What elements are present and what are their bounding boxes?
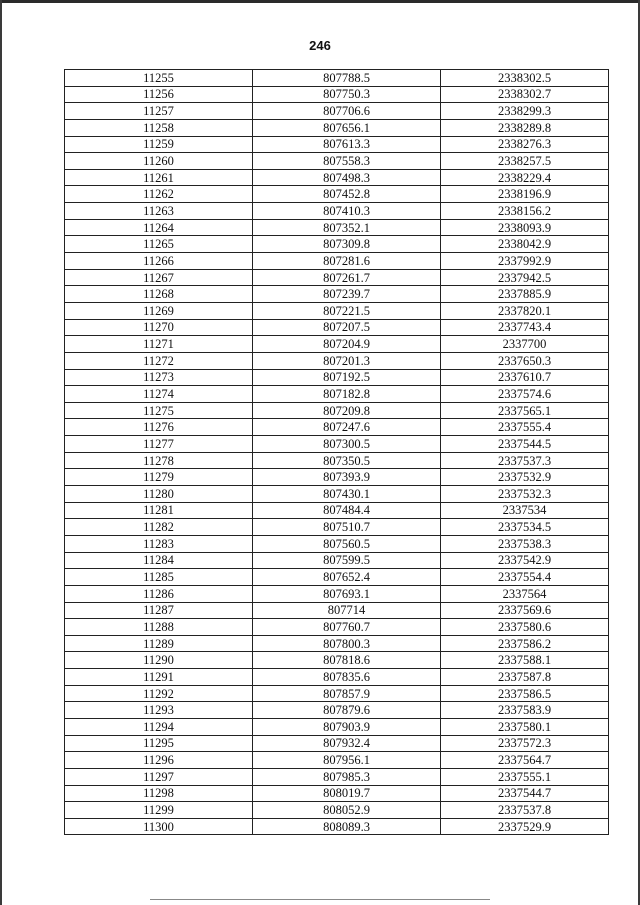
point-number-cell: 11282 [65,519,253,536]
table-row [65,286,609,303]
table-row [65,585,609,602]
y-coordinate-cell: 2337534.5 [441,519,609,536]
y-coordinate-cell: 2338229.4 [441,169,609,186]
y-coordinate-cell: 2337532.3 [441,486,609,503]
scan-edge-top [0,0,640,3]
x-coordinate-cell: 807207.5 [253,319,441,336]
y-coordinate-cell: 2338289.8 [441,119,609,136]
y-coordinate-cell: 2337700 [441,336,609,353]
point-number-cell: 11291 [65,669,253,686]
point-number-cell: 11261 [65,169,253,186]
x-coordinate-cell: 807560.5 [253,535,441,552]
x-coordinate-cell: 807656.1 [253,119,441,136]
x-coordinate-cell: 807221.5 [253,302,441,319]
x-coordinate-cell: 808052.9 [253,802,441,819]
x-coordinate-cell: 807309.8 [253,236,441,253]
x-coordinate-cell: 807498.3 [253,169,441,186]
x-coordinate-cell: 807410.3 [253,203,441,220]
x-coordinate-cell: 807300.5 [253,436,441,453]
y-coordinate-cell: 2338196.9 [441,186,609,203]
table-row [65,569,609,586]
point-number-cell: 11268 [65,286,253,303]
table-row [65,619,609,636]
y-coordinate-cell: 2337564.7 [441,752,609,769]
table-row [65,652,609,669]
point-number-cell: 11265 [65,236,253,253]
x-coordinate-cell: 807558.3 [253,153,441,170]
x-coordinate-cell: 807800.3 [253,635,441,652]
x-coordinate-cell: 807281.6 [253,253,441,270]
x-coordinate-cell: 807204.9 [253,336,441,353]
table-row [65,402,609,419]
y-coordinate-cell: 2337580.1 [441,718,609,735]
point-number-cell: 11288 [65,619,253,636]
point-number-cell: 11270 [65,319,253,336]
table-row [65,153,609,170]
table-row [65,119,609,136]
table-row [65,552,609,569]
x-coordinate-cell: 807760.7 [253,619,441,636]
point-number-cell: 11266 [65,253,253,270]
table-row [65,685,609,702]
point-number-cell: 11292 [65,685,253,702]
y-coordinate-cell: 2337554.4 [441,569,609,586]
table-row [65,502,609,519]
table-row [65,419,609,436]
table-row [65,818,609,835]
y-coordinate-cell: 2337942.5 [441,269,609,286]
y-coordinate-cell: 2338276.3 [441,136,609,153]
y-coordinate-cell: 2337569.6 [441,602,609,619]
point-number-cell: 11299 [65,802,253,819]
x-coordinate-cell: 807706.6 [253,103,441,120]
x-coordinate-cell: 807956.1 [253,752,441,769]
x-coordinate-cell: 807932.4 [253,735,441,752]
point-number-cell: 11260 [65,153,253,170]
point-number-cell: 11290 [65,652,253,669]
x-coordinate-cell: 807693.1 [253,585,441,602]
table-row [65,186,609,203]
table-row [65,469,609,486]
point-number-cell: 11284 [65,552,253,569]
y-coordinate-cell: 2338299.3 [441,103,609,120]
y-coordinate-cell: 2337572.3 [441,735,609,752]
point-number-cell: 11300 [65,818,253,835]
point-number-cell: 11298 [65,785,253,802]
y-coordinate-cell: 2337532.9 [441,469,609,486]
x-coordinate-cell: 807201.3 [253,352,441,369]
table-row [65,219,609,236]
x-coordinate-cell: 807835.6 [253,669,441,686]
point-number-cell: 11275 [65,402,253,419]
table-row [65,785,609,802]
table-row [65,752,609,769]
coordinates-table [64,69,609,835]
point-number-cell: 11255 [65,70,253,87]
y-coordinate-cell: 2337555.1 [441,768,609,785]
point-number-cell: 11262 [65,186,253,203]
y-coordinate-cell: 2337544.7 [441,785,609,802]
x-coordinate-cell: 807750.3 [253,86,441,103]
point-number-cell: 11258 [65,119,253,136]
point-number-cell: 11263 [65,203,253,220]
x-coordinate-cell: 807484.4 [253,502,441,519]
x-coordinate-cell: 807652.4 [253,569,441,586]
table-row [65,136,609,153]
point-number-cell: 11295 [65,735,253,752]
x-coordinate-cell: 807903.9 [253,718,441,735]
table-row [65,635,609,652]
point-number-cell: 11256 [65,86,253,103]
x-coordinate-cell: 807192.5 [253,369,441,386]
y-coordinate-cell: 2337743.4 [441,319,609,336]
table-row [65,519,609,536]
y-coordinate-cell: 2337534 [441,502,609,519]
y-coordinate-cell: 2338156.2 [441,203,609,220]
scan-edge-left [0,0,2,905]
x-coordinate-cell: 807239.7 [253,286,441,303]
x-coordinate-cell: 807350.5 [253,452,441,469]
table-row [65,336,609,353]
y-coordinate-cell: 2338257.5 [441,153,609,170]
y-coordinate-cell: 2338302.7 [441,86,609,103]
x-coordinate-cell: 807430.1 [253,486,441,503]
y-coordinate-cell: 2337650.3 [441,352,609,369]
table-row [65,602,609,619]
y-coordinate-cell: 2337565.1 [441,402,609,419]
y-coordinate-cell: 2337544.5 [441,436,609,453]
y-coordinate-cell: 2337885.9 [441,286,609,303]
point-number-cell: 11293 [65,702,253,719]
x-coordinate-cell: 807788.5 [253,70,441,87]
table-row [65,535,609,552]
point-number-cell: 11287 [65,602,253,619]
x-coordinate-cell: 807452.8 [253,186,441,203]
table-row [65,452,609,469]
x-coordinate-cell: 808019.7 [253,785,441,802]
point-number-cell: 11259 [65,136,253,153]
y-coordinate-cell: 2337588.1 [441,652,609,669]
point-number-cell: 11289 [65,635,253,652]
table-row [65,169,609,186]
point-number-cell: 11274 [65,386,253,403]
table-row [65,735,609,752]
y-coordinate-cell: 2337587.8 [441,669,609,686]
point-number-cell: 11277 [65,436,253,453]
x-coordinate-cell: 807613.3 [253,136,441,153]
x-coordinate-cell: 807714 [253,602,441,619]
y-coordinate-cell: 2337537.8 [441,802,609,819]
y-coordinate-cell: 2337586.2 [441,635,609,652]
x-coordinate-cell: 807857.9 [253,685,441,702]
point-number-cell: 11269 [65,302,253,319]
point-number-cell: 11283 [65,535,253,552]
page-number: 246 [309,38,331,53]
y-coordinate-cell: 2338093.9 [441,219,609,236]
x-coordinate-cell: 807510.7 [253,519,441,536]
point-number-cell: 11278 [65,452,253,469]
point-number-cell: 11264 [65,219,253,236]
table-row [65,369,609,386]
table-row [65,702,609,719]
table-row [65,669,609,686]
y-coordinate-cell: 2338042.9 [441,236,609,253]
point-number-cell: 11267 [65,269,253,286]
y-coordinate-cell: 2337564 [441,585,609,602]
point-number-cell: 11280 [65,486,253,503]
table-row [65,236,609,253]
x-coordinate-cell: 808089.3 [253,818,441,835]
point-number-cell: 11285 [65,569,253,586]
table-row [65,718,609,735]
point-number-cell: 11281 [65,502,253,519]
y-coordinate-cell: 2337992.9 [441,253,609,270]
x-coordinate-cell: 807393.9 [253,469,441,486]
table-row [65,352,609,369]
x-coordinate-cell: 807879.6 [253,702,441,719]
table-row [65,86,609,103]
y-coordinate-cell: 2337820.1 [441,302,609,319]
y-coordinate-cell: 2337574.6 [441,386,609,403]
point-number-cell: 11286 [65,585,253,602]
x-coordinate-cell: 807599.5 [253,552,441,569]
table-row [65,70,609,87]
y-coordinate-cell: 2337583.9 [441,702,609,719]
table-row [65,269,609,286]
y-coordinate-cell: 2337537.3 [441,452,609,469]
point-number-cell: 11273 [65,369,253,386]
coordinates-table-body [65,70,609,835]
y-coordinate-cell: 2337555.4 [441,419,609,436]
point-number-cell: 11257 [65,103,253,120]
scan-bottom-line [150,899,490,900]
y-coordinate-cell: 2337542.9 [441,552,609,569]
point-number-cell: 11296 [65,752,253,769]
table-row [65,486,609,503]
x-coordinate-cell: 807352.1 [253,219,441,236]
point-number-cell: 11276 [65,419,253,436]
table-row [65,436,609,453]
x-coordinate-cell: 807818.6 [253,652,441,669]
table-row [65,253,609,270]
x-coordinate-cell: 807209.8 [253,402,441,419]
y-coordinate-cell: 2338302.5 [441,70,609,87]
y-coordinate-cell: 2337580.6 [441,619,609,636]
y-coordinate-cell: 2337586.5 [441,685,609,702]
table-row [65,768,609,785]
y-coordinate-cell: 2337529.9 [441,818,609,835]
table-row [65,802,609,819]
x-coordinate-cell: 807247.6 [253,419,441,436]
x-coordinate-cell: 807182.8 [253,386,441,403]
point-number-cell: 11297 [65,768,253,785]
table-row [65,103,609,120]
table-row [65,302,609,319]
point-number-cell: 11272 [65,352,253,369]
x-coordinate-cell: 807985.3 [253,768,441,785]
point-number-cell: 11279 [65,469,253,486]
point-number-cell: 11294 [65,718,253,735]
point-number-cell: 11271 [65,336,253,353]
y-coordinate-cell: 2337610.7 [441,369,609,386]
table-row [65,319,609,336]
x-coordinate-cell: 807261.7 [253,269,441,286]
table-row [65,203,609,220]
table-row [65,386,609,403]
y-coordinate-cell: 2337538.3 [441,535,609,552]
